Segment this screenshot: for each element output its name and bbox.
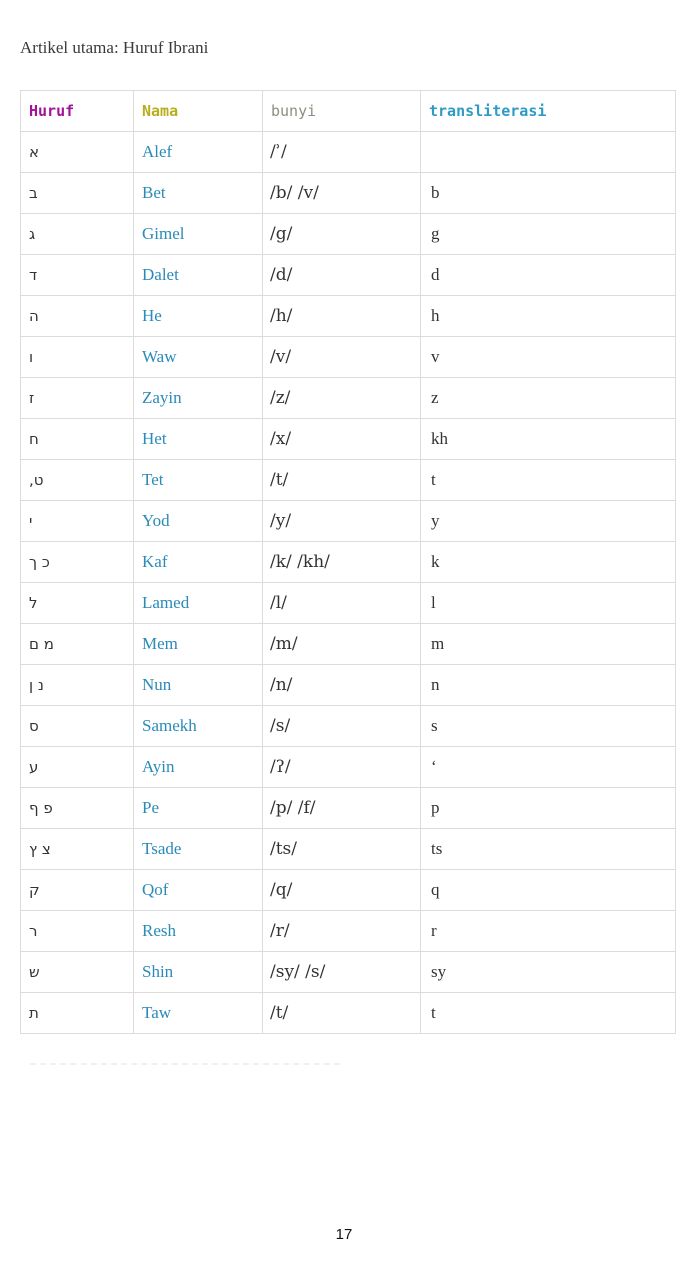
cell-huruf: ז bbox=[21, 378, 134, 419]
cell-bunyi: /q/ bbox=[263, 870, 421, 911]
cell-huruf: ר bbox=[21, 911, 134, 952]
cell-nama: Samekh bbox=[134, 706, 263, 747]
cell-huruf: ס bbox=[21, 706, 134, 747]
cell-transliterasi: kh bbox=[421, 419, 676, 460]
cell-bunyi: /r/ bbox=[263, 911, 421, 952]
cell-bunyi: /t/ bbox=[263, 460, 421, 501]
header-bunyi: bunyi bbox=[263, 91, 421, 132]
cell-huruf: ק bbox=[21, 870, 134, 911]
table-row bbox=[21, 952, 676, 993]
cell-nama: Resh bbox=[134, 911, 263, 952]
cell-nama: Dalet bbox=[134, 255, 263, 296]
table-row bbox=[21, 501, 676, 542]
page-number: 17 bbox=[335, 1226, 353, 1243]
cell-bunyi: /d/ bbox=[263, 255, 421, 296]
cell-nama: Nun bbox=[134, 665, 263, 706]
cell-transliterasi: d bbox=[421, 255, 676, 296]
cell-transliterasi: v bbox=[421, 337, 676, 378]
cell-huruf: ע bbox=[21, 747, 134, 788]
cell-huruf: פ ף bbox=[21, 788, 134, 829]
cell-nama: Yod bbox=[134, 501, 263, 542]
cell-huruf: כ ך bbox=[21, 542, 134, 583]
cell-bunyi: /h/ bbox=[263, 296, 421, 337]
cell-transliterasi: l bbox=[421, 583, 676, 624]
cell-nama: Mem bbox=[134, 624, 263, 665]
table-row bbox=[21, 132, 676, 173]
cell-bunyi: /k/ /kh/ bbox=[263, 542, 421, 583]
cell-bunyi: /y/ bbox=[263, 501, 421, 542]
cell-transliterasi: t bbox=[421, 993, 676, 1034]
cell-transliterasi: k bbox=[421, 542, 676, 583]
table-row bbox=[21, 706, 676, 747]
cell-nama: Zayin bbox=[134, 378, 263, 419]
cell-bunyi: /g/ bbox=[263, 214, 421, 255]
cell-nama: Gimel bbox=[134, 214, 263, 255]
cell-transliterasi: ʻ bbox=[421, 747, 676, 788]
cell-bunyi: /m/ bbox=[263, 624, 421, 665]
cell-transliterasi: sy bbox=[421, 952, 676, 993]
table-row bbox=[21, 542, 676, 583]
table-row bbox=[21, 665, 676, 706]
cell-bunyi: /z/ bbox=[263, 378, 421, 419]
cell-nama: Waw bbox=[134, 337, 263, 378]
cell-huruf: ו bbox=[21, 337, 134, 378]
table-row bbox=[21, 583, 676, 624]
table-row bbox=[21, 624, 676, 665]
article-intro: Artikel utama: Huruf Ibrani bbox=[20, 38, 209, 57]
cell-bunyi: /sy/ /s/ bbox=[263, 952, 421, 993]
cell-transliterasi: y bbox=[421, 501, 676, 542]
cell-transliterasi: q bbox=[421, 870, 676, 911]
cell-bunyi: /b/ /v/ bbox=[263, 173, 421, 214]
cell-transliterasi: h bbox=[421, 296, 676, 337]
cell-bunyi: /ts/ bbox=[263, 829, 421, 870]
cell-huruf: ת bbox=[21, 993, 134, 1034]
table-row bbox=[21, 747, 676, 788]
table-row bbox=[21, 870, 676, 911]
cell-transliterasi: g bbox=[421, 214, 676, 255]
cell-bunyi: /ʔ/ bbox=[263, 747, 421, 788]
header-huruf: Huruf bbox=[21, 91, 134, 132]
cell-nama: Bet bbox=[134, 173, 263, 214]
cell-transliterasi: n bbox=[421, 665, 676, 706]
cell-nama: Alef bbox=[134, 132, 263, 173]
cell-huruf: ט, bbox=[21, 460, 134, 501]
cell-transliterasi: t bbox=[421, 460, 676, 501]
cell-bunyi: /t/ bbox=[263, 993, 421, 1034]
cell-transliterasi: ts bbox=[421, 829, 676, 870]
table-header-row bbox=[21, 91, 676, 132]
cell-bunyi: /n/ bbox=[263, 665, 421, 706]
cell-bunyi: /v/ bbox=[263, 337, 421, 378]
cell-nama: Taw bbox=[134, 993, 263, 1034]
table-row bbox=[21, 296, 676, 337]
cell-transliterasi: b bbox=[421, 173, 676, 214]
cell-huruf: ש bbox=[21, 952, 134, 993]
cell-transliterasi: m bbox=[421, 624, 676, 665]
cell-bunyi: /s/ bbox=[263, 706, 421, 747]
cell-nama: Het bbox=[134, 419, 263, 460]
cell-huruf: י bbox=[21, 501, 134, 542]
cell-transliterasi: r bbox=[421, 911, 676, 952]
faded-divider bbox=[30, 1063, 340, 1065]
cell-huruf: ח bbox=[21, 419, 134, 460]
cell-nama: Pe bbox=[134, 788, 263, 829]
cell-huruf: ל bbox=[21, 583, 134, 624]
header-nama: Nama bbox=[134, 91, 263, 132]
cell-nama: Ayin bbox=[134, 747, 263, 788]
cell-huruf: ב bbox=[21, 173, 134, 214]
cell-huruf: ה bbox=[21, 296, 134, 337]
cell-transliterasi bbox=[421, 132, 676, 173]
cell-huruf: ד bbox=[21, 255, 134, 296]
cell-nama: Shin bbox=[134, 952, 263, 993]
table-row bbox=[21, 378, 676, 419]
cell-transliterasi: z bbox=[421, 378, 676, 419]
table-row bbox=[21, 337, 676, 378]
cell-nama: Tsade bbox=[134, 829, 263, 870]
cell-huruf: ג bbox=[21, 214, 134, 255]
header-transliterasi: transliterasi bbox=[421, 91, 676, 132]
cell-huruf: מ ם bbox=[21, 624, 134, 665]
hebrew-letters-table bbox=[20, 90, 676, 1034]
table-row bbox=[21, 214, 676, 255]
cell-bunyi: /ʾ/ bbox=[263, 132, 421, 173]
table-row bbox=[21, 460, 676, 501]
table-row bbox=[21, 993, 676, 1034]
cell-bunyi: /x/ bbox=[263, 419, 421, 460]
cell-nama: Kaf bbox=[134, 542, 263, 583]
cell-huruf: א bbox=[21, 132, 134, 173]
table-row bbox=[21, 829, 676, 870]
table-row bbox=[21, 911, 676, 952]
cell-bunyi: /l/ bbox=[263, 583, 421, 624]
cell-nama: Tet bbox=[134, 460, 263, 501]
cell-huruf: נ ן bbox=[21, 665, 134, 706]
cell-nama: Qof bbox=[134, 870, 263, 911]
cell-nama: Lamed bbox=[134, 583, 263, 624]
cell-huruf: צ ץ bbox=[21, 829, 134, 870]
cell-transliterasi: p bbox=[421, 788, 676, 829]
cell-bunyi: /p/ /f/ bbox=[263, 788, 421, 829]
table-row bbox=[21, 419, 676, 460]
cell-transliterasi: s bbox=[421, 706, 676, 747]
table-row bbox=[21, 788, 676, 829]
table-row bbox=[21, 173, 676, 214]
cell-nama: He bbox=[134, 296, 263, 337]
table-row bbox=[21, 255, 676, 296]
